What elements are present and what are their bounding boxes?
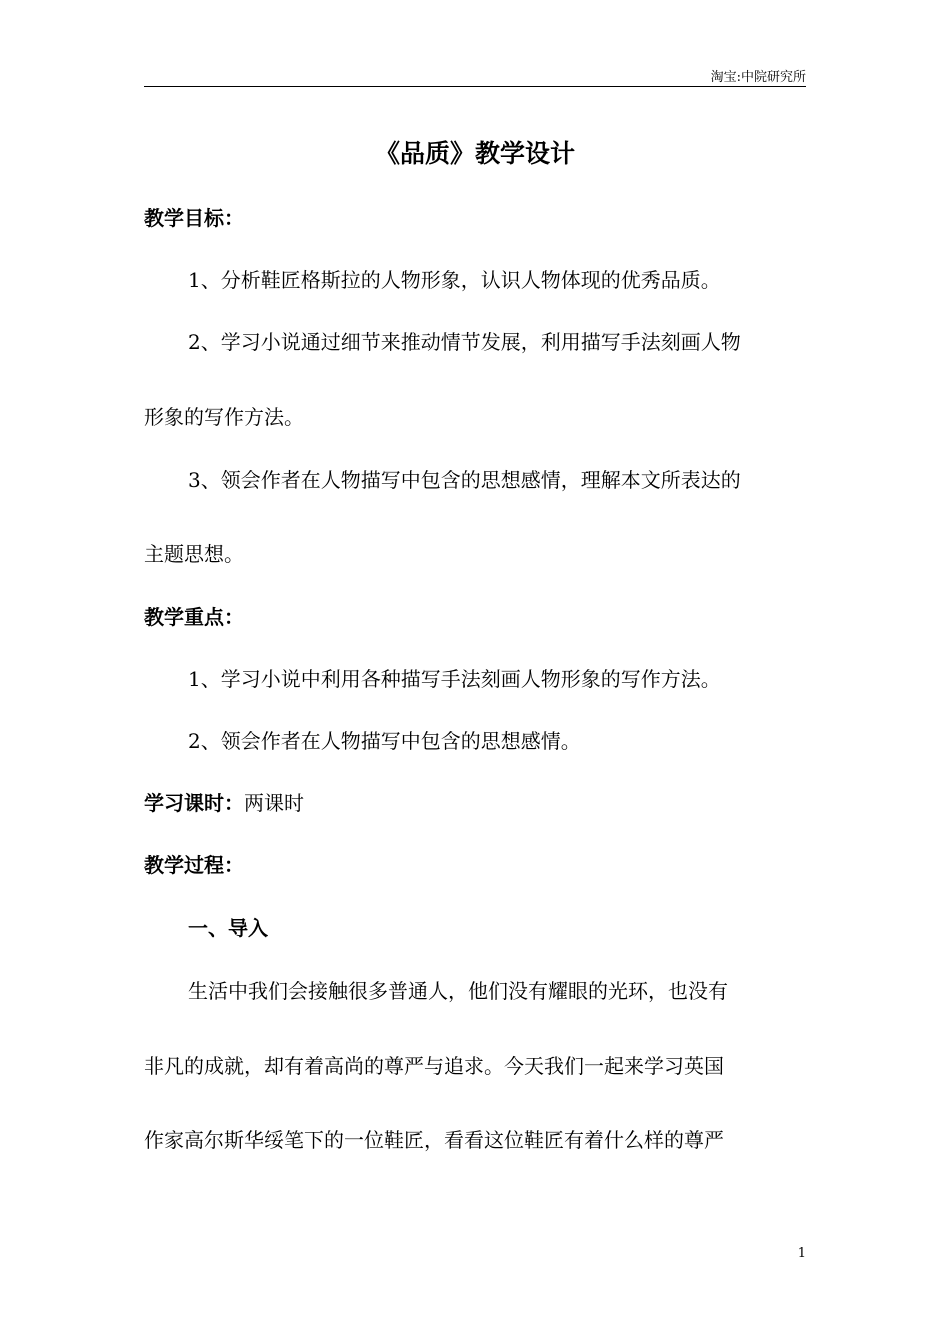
intro-paragraph-line-3: 作家高尔斯华绥笔下的一位鞋匠，看看这位鞋匠有着什么样的尊严 [144,1128,724,1152]
intro-paragraph-line-2: 非凡的成就，却有着高尚的尊严与追求。今天我们一起来学习英国 [144,1054,724,1078]
class-hours-label: 学习课时： [144,791,244,815]
intro-paragraph-line-1: 生活中我们会接触很多普通人，他们没有耀眼的光环，也没有 [188,979,728,1003]
objective-item-2-line-1: 2、学习小说通过细节来推动情节发展，利用描写手法刻画人物 [188,330,741,354]
objectives-heading: 教学目标： [144,206,244,230]
objective-item-3-line-2: 主题思想。 [144,542,244,566]
process-step-1-heading: 一、导入 [188,916,268,940]
process-heading: 教学过程： [144,853,244,877]
key-point-item-2: 2、领会作者在人物描写中包含的思想感情。 [188,729,581,753]
key-point-item-1: 1、学习小说中利用各种描写手法刻画人物形象的写作方法。 [188,667,721,691]
objective-item-2-line-2: 形象的写作方法。 [144,405,304,429]
page-header-text: 淘宝:中院研究所 [710,70,806,85]
header-divider [144,86,806,87]
class-hours-line [144,789,304,817]
document-title: 《品质》教学设计 [374,139,575,168]
objective-item-1: 1、分析鞋匠格斯拉的人物形象，认识人物体现的优秀品质。 [188,268,721,292]
page-number: 1 [797,1246,806,1261]
objective-item-3-line-1: 3、领会作者在人物描写中包含的思想感情，理解本文所表达的 [188,468,741,492]
key-points-heading: 教学重点： [144,605,244,629]
class-hours-value: 两课时 [244,791,304,815]
